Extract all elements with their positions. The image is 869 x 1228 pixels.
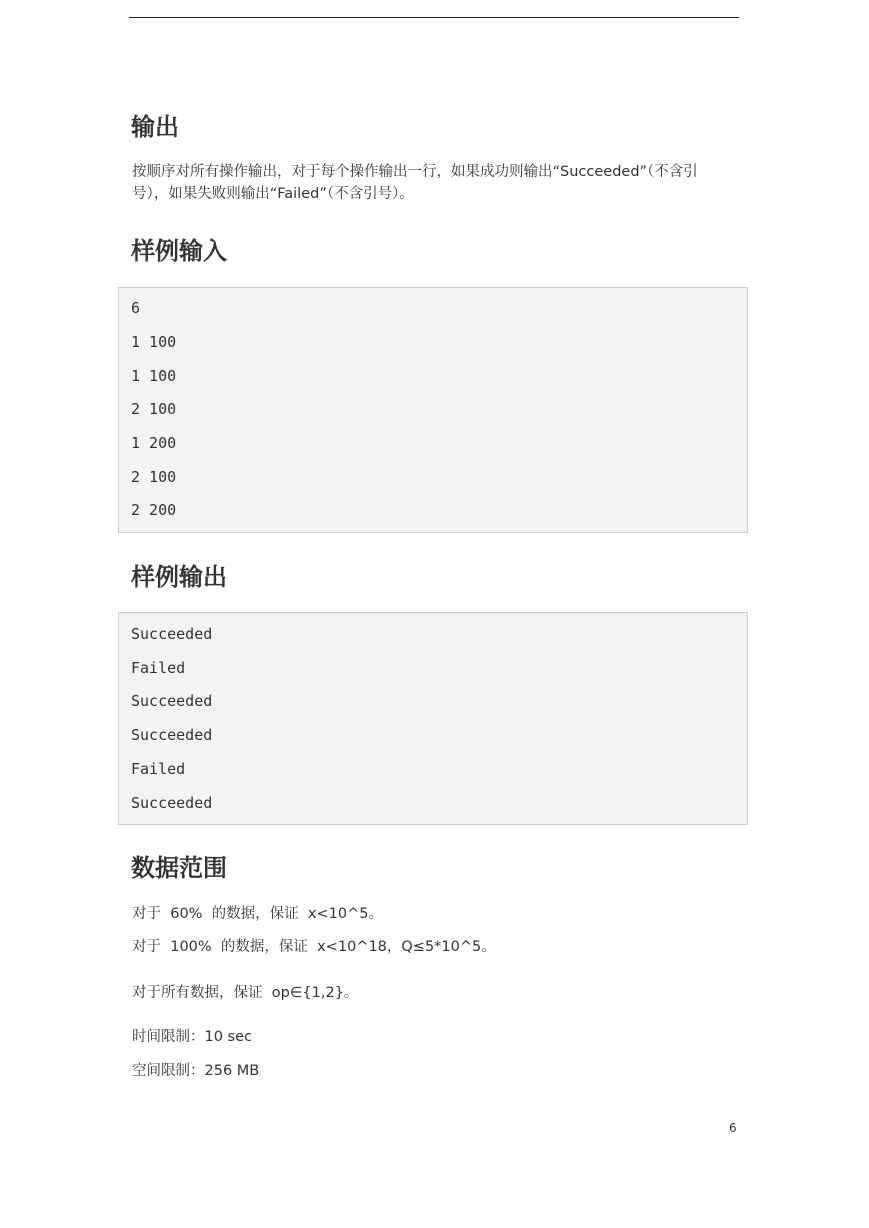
sample-input-line: 1 100 (131, 367, 177, 385)
output-heading: 输出 (131, 113, 179, 141)
output-description-line2: 号），如果失败则输出“Failed”（不含引号）。 (132, 186, 414, 202)
sample-input-heading: 样例输入 (131, 237, 227, 265)
top-rule (129, 17, 739, 18)
data-range-line3: 对于所有数据，保证 op∈{1,2}。 (132, 985, 359, 1001)
time-limit: 时间限制：10 sec (132, 1029, 253, 1045)
sample-input-line: 6 (131, 299, 141, 317)
sample-input-line: 2 100 (131, 400, 177, 418)
sample-input-box (118, 287, 748, 533)
memory-limit: 空间限制：256 MB (132, 1063, 260, 1079)
sample-output-box (118, 612, 748, 825)
sample-output-line: Succeeded (131, 692, 213, 710)
data-range-line2: 对于 100% 的数据，保证 x<10^18，Q≤5*10^5。 (132, 939, 496, 955)
sample-output-line: Succeeded (131, 726, 213, 744)
sample-input-line: 1 200 (131, 434, 177, 452)
output-description-line1: 按顺序对所有操作输出，对于每个操作输出一行，如果成功则输出“Succeeded”（不含引 (132, 164, 698, 180)
sample-output-line: Succeeded (131, 625, 213, 643)
sample-output-line: Succeeded (131, 794, 213, 812)
sample-input-line: 2 100 (131, 468, 177, 486)
sample-output-line: Failed (131, 659, 186, 677)
sample-output-heading: 样例输出 (131, 563, 227, 591)
sample-input-line: 2 200 (131, 501, 177, 519)
sample-input-line: 1 100 (131, 333, 177, 351)
data-range-heading: 数据范围 (131, 854, 227, 882)
data-range-line1: 对于 60% 的数据，保证 x<10^5。 (132, 906, 383, 922)
sample-output-line: Failed (131, 760, 186, 778)
page-number: 6 (729, 1121, 737, 1135)
